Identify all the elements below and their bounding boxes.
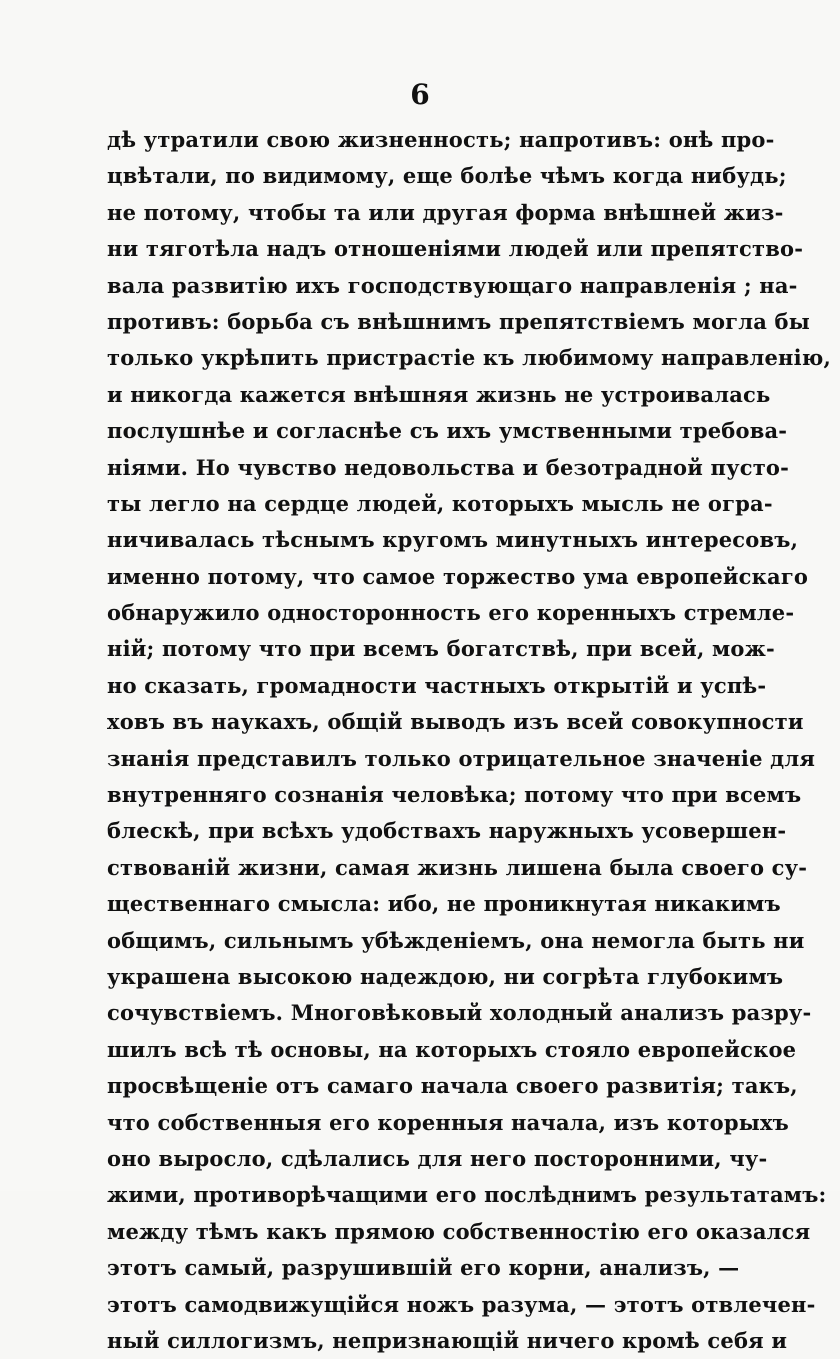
text-line: жими, противорѣчащими его послѣднимъ результатамъ: — [107, 1182, 827, 1208]
text-line: ховъ въ наукахъ, общій выводъ изъ всей совокупности — [107, 709, 804, 735]
text-line: что собственныя его коренныя начала, изъ которыхъ — [107, 1109, 789, 1135]
text-line: ній; потому что при всемъ богатствѣ, при всей, мож- — [107, 636, 775, 662]
text-line: ни тяготѣла надъ отношеніями людей или препятство- — [107, 236, 804, 262]
text-line: дѣ утратили свою жизненность; напротивъ: онѣ про- — [107, 127, 775, 152]
text-line: ты легло на сердце людей, которыхъ мысль не огра- — [107, 490, 773, 516]
text-line: знанія представилъ только отрицательное значеніе для — [107, 745, 816, 771]
text-line: ніями. Но чувство недовольства и безотрадной пусто- — [107, 454, 790, 480]
page-number: 6 — [410, 78, 430, 111]
text-line: обнаружило односторонность его коренныхъ стремле- — [107, 600, 795, 626]
text-line: вала развитію ихъ господствующаго направленія ; на- — [107, 272, 798, 298]
text-line: украшена высокою надеждою, ни согрѣта глубокимъ — [107, 963, 784, 989]
text-line: и никогда кажется внѣшняя жизнь не устроивалась — [107, 381, 771, 407]
text-line: ный силлогизмъ, непризнающій ничего кромѣ себя и — [107, 1327, 788, 1353]
text-line: этотъ самый, разрушившій его корни, анализъ, — — [107, 1255, 740, 1281]
text-line: оно выросло, сдѣлались для него посторонними, чу- — [107, 1145, 768, 1171]
text-line: щественнаго смысла: ибо, не проникнутая никакимъ — [107, 891, 781, 917]
text-line: между тѣмъ какъ прямою собственностію его оказался — [107, 1218, 811, 1244]
text-line: общимъ, сильнымъ убѣжденіемъ, она немогла быть ни — [107, 927, 805, 953]
text-line: сочувствіемъ. Многовѣковый холодный анализъ разру- — [107, 1000, 812, 1026]
text-line: только укрѣпить пристрастіе къ любимому направленію, — [107, 345, 832, 371]
text-line: шилъ всѣ тѣ основы, на которыхъ стояло европейское — [107, 1036, 797, 1062]
text-line: этотъ самодвижущійся ножъ разума, — этотъ отвлечен- — [107, 1291, 816, 1317]
body-text — [107, 122, 832, 1359]
text-line: послушнѣе и согласнѣе съ ихъ умственными требова- — [107, 418, 788, 444]
text-line: не потому, чтобы та или другая форма внѣшней жиз- — [107, 199, 784, 225]
text-line: противъ: борьба съ внѣшнимъ препятствіемъ могла бы — [107, 308, 810, 334]
text-line: цвѣтали, по видимому, еще болѣе чѣмъ когда нибудь; — [107, 163, 787, 189]
text-line: ствованій жизни, самая жизнь лишена была своего су- — [107, 854, 808, 880]
text-line: но сказать, громадности частныхъ открытій и успѣ- — [107, 672, 767, 698]
text-line: внутренняго сознанія человѣка; потому что при всемъ — [107, 782, 802, 808]
text-line: ничивалась тѣснымъ кругомъ минутныхъ интересовъ, — [107, 527, 799, 553]
text-line: именно потому, что самое торжество ума европейскаго — [107, 563, 809, 589]
text-line: блескѣ, при всѣхъ удобствахъ наружныхъ усовершен- — [107, 818, 787, 844]
text-line: просвѣщеніе отъ самаго начала своего развитія; такъ, — [107, 1073, 798, 1099]
